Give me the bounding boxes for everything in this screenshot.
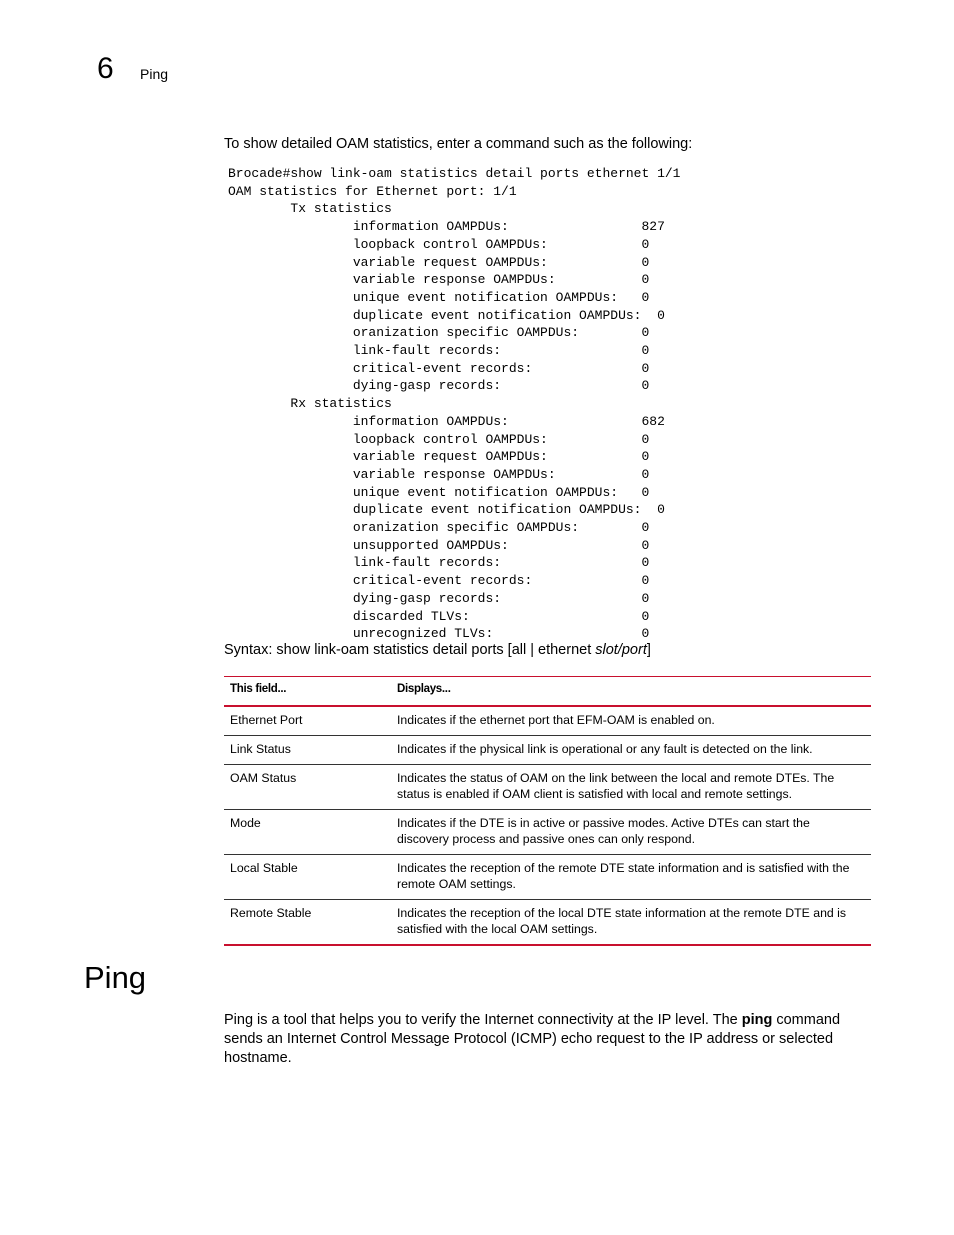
para-text-end: command sends an Internet Control Message Protocol (ICMP) echo request to the IP address or selected hostname. [224, 1012, 841, 1066]
syntax-line [224, 642, 651, 658]
chapter-number: 6 [97, 52, 114, 85]
field-name-cell: Remote Stable [224, 900, 391, 946]
field-name-cell: Ethernet Port [224, 706, 391, 736]
field-name-cell: Link Status [224, 736, 391, 765]
table-row [224, 900, 871, 946]
section-heading-ping: Ping [84, 960, 147, 995]
table-header-row [224, 677, 871, 707]
field-description-cell: Indicates if the physical link is operational or any fault is detected on the link. [391, 736, 871, 765]
table-header-displays: Displays... [397, 683, 451, 695]
syntax-prefix: Syntax: show link-oam statistics detail ports [all | ethernet [224, 642, 596, 658]
field-description-cell: Indicates the reception of the local DTE state information at the remote DTE and is satisfied with the local OAM settings. [391, 900, 871, 946]
field-description-cell: Indicates if the DTE is in active or passive modes. Active DTEs can start the discovery process and passive ones can only respond. [391, 810, 871, 855]
ping-description-paragraph [224, 1011, 864, 1068]
field-description-cell: Indicates if the ethernet port that EFM-OAM is enabled on. [391, 706, 871, 736]
table-row [224, 765, 871, 810]
field-description-cell: Indicates the status of OAM on the link between the local and remote DTEs. The status is enabled if OAM client is satisfied with local and remote settings. [391, 765, 871, 810]
table-row [224, 855, 871, 900]
syntax-suffix: ] [646, 642, 651, 658]
fields-table [224, 676, 871, 946]
intro-text: To show detailed OAM statistics, enter a command such as the following: [224, 136, 693, 152]
para-text-start: Ping is a tool that helps you to verify the Internet connectivity at the IP level. The [224, 1012, 742, 1028]
field-name-cell: Local Stable [224, 855, 391, 900]
table-row [224, 706, 871, 736]
chapter-title: Ping [140, 66, 169, 82]
table-row [224, 810, 871, 855]
syntax-argument: slot/port [595, 642, 647, 658]
cli-output-code-block: Brocade#show link-oam statistics detail ports ethernet 1/1 OAM statistics for Ethernet port: 1/1 Tx statistics information OAMPDUs: 827 loopback control OAMPDUs: 0 variable request OAMPDUs: 0 variable response OAMPDUs: 0 unique event notification OAMPDUs: 0 duplicate event notification OAMPDUs: 0 oranization specific OAMPDUs: 0 link-fault records: 0 critical-event records: 0 dying-gasp records: 0 Rx statistics information OAMPDUs: 682 loopback control OAMPDUs: 0 variable request OAMPDUs: 0 variable response OAMPDUs: 0 unique event notification OAMPDUs: 0 duplicate event notification OAMPDUs: 0 oranization specific OAMPDUs: 0 unsupported OAMPDUs: 0 link-fault records: 0 critical-event records: 0 dying-gasp records: 0 discarded TLVs: 0 unrecognized TLVs: 0 [228, 166, 681, 642]
field-name-cell: OAM Status [224, 765, 391, 810]
field-name-cell: Mode [224, 810, 391, 855]
table-row [224, 736, 871, 765]
field-description-cell: Indicates the reception of the remote DTE state information and is satisfied with the remote OAM settings. [391, 855, 871, 900]
ping-command-keyword: ping [741, 1012, 773, 1028]
table-header-field: This field... [230, 683, 287, 695]
